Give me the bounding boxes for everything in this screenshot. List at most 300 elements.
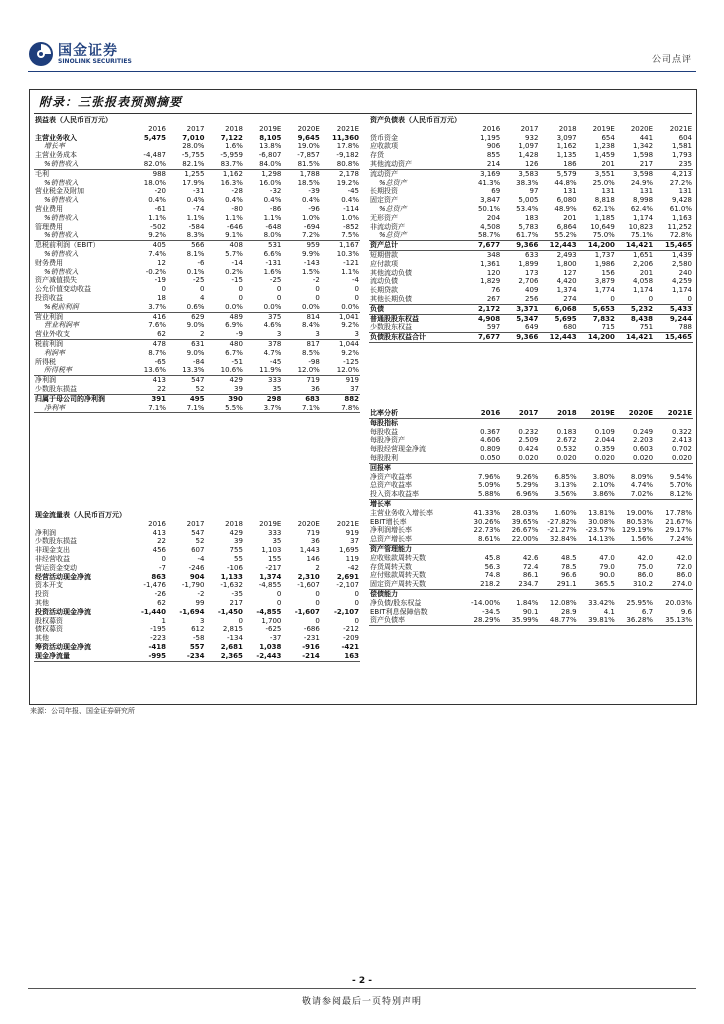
cell-value: [463, 499, 501, 508]
cell-value: 1.5%: [302, 267, 320, 276]
row-label: 经营活动现金净流: [35, 572, 91, 581]
cell-value: 557: [189, 642, 205, 651]
cell-value: 0.322: [671, 427, 692, 436]
cell-value: 0.050: [463, 454, 501, 463]
cell-value: 1.1%: [186, 213, 205, 222]
cell-value: -1,450: [217, 607, 243, 616]
cell-value: 0: [161, 554, 166, 563]
cell-value: 42.0: [637, 553, 654, 562]
cell-value: [654, 589, 693, 598]
cell-value: 1,700: [261, 616, 282, 625]
cell-value: 0.020: [616, 454, 654, 463]
cell-value: 28.9: [561, 607, 577, 616]
cell-value: 173: [525, 268, 539, 277]
row-label: 资产减值损失: [35, 276, 77, 285]
cell-value: 15,465: [654, 241, 693, 251]
cell-value: 9.9%: [302, 249, 320, 258]
table-row: [369, 563, 693, 572]
cell-value: [616, 589, 654, 598]
cell-value: 50.1%: [477, 204, 501, 213]
cell-value: 14,421: [616, 241, 654, 251]
cell-value: 22.73%: [473, 526, 501, 535]
table-row: [369, 187, 693, 196]
row-label: %销售收入: [44, 213, 79, 222]
cell-value: 6,080: [556, 196, 577, 205]
row-label: 所得税率: [34, 366, 129, 375]
cell-value: -2: [197, 590, 205, 599]
cell-value: 631: [191, 339, 205, 348]
cell-value: -34.5: [482, 607, 501, 616]
table-row: [34, 321, 360, 330]
cell-value: 2.203: [633, 436, 654, 445]
row-label: 货币资金: [370, 133, 398, 142]
cell-value: 2,178: [338, 169, 359, 178]
cell-value: 4.606: [480, 436, 501, 445]
table-row: [369, 333, 693, 343]
cell-value: 391: [151, 394, 166, 403]
cell-value: 1,163: [671, 213, 692, 222]
row-label: 其他: [35, 634, 49, 643]
cell-value: [616, 544, 654, 553]
year-header: 2019E: [592, 124, 615, 133]
row-label: 长期投资: [370, 187, 398, 196]
cell-value: 35: [272, 537, 282, 546]
cell-value: -14.00%: [470, 598, 501, 607]
cell-value: 41.33%: [473, 508, 501, 517]
cell-value: 1,238: [594, 142, 615, 151]
year-header: 2016: [463, 409, 501, 418]
year-header: 2017: [186, 124, 205, 133]
cell-value: 186: [539, 160, 577, 169]
cell-value: 20.03%: [665, 598, 692, 607]
cell-value: 3.80%: [592, 472, 615, 481]
year-header: 2020E: [630, 124, 654, 133]
cell-value: 0.2%: [225, 267, 243, 276]
table-row: [34, 581, 360, 590]
cell-value: 156: [601, 268, 615, 277]
cell-value: 37: [350, 537, 359, 546]
cell-value: 3.13%: [554, 481, 577, 490]
cell-value: 8.7%: [148, 348, 166, 357]
cell-value: 32.84%: [539, 535, 577, 544]
cell-value: 715: [578, 323, 616, 332]
cell-value: 0.020: [578, 454, 616, 463]
document-type-label: 公司点评: [651, 55, 692, 65]
table-row: [369, 445, 693, 454]
cell-value: 365.5: [578, 580, 616, 589]
table-row: [34, 250, 360, 259]
cell-value: 5.5%: [205, 404, 243, 413]
cell-value: -114: [343, 204, 359, 213]
cell-value: 99: [195, 598, 205, 607]
cell-value: 8,818: [594, 196, 615, 205]
table-row: [369, 554, 693, 563]
cell-value: 126: [501, 160, 539, 169]
table-row: [34, 652, 360, 661]
cell-value: 76: [491, 286, 501, 295]
cell-value: -223: [150, 634, 166, 643]
cell-value: 10,823: [628, 222, 654, 231]
cell-value: 19.0%: [297, 142, 320, 151]
row-label: 增长率: [370, 499, 391, 508]
cell-value: 4,420: [556, 277, 577, 286]
cell-value: 3: [199, 616, 205, 625]
cell-value: -51: [231, 357, 243, 366]
table-row: [369, 509, 693, 518]
cell-value: 855: [486, 151, 501, 160]
cell-value: 0: [354, 598, 359, 607]
cell-value: 0.020: [654, 454, 693, 463]
table-row: [34, 231, 360, 240]
cell-value: 2,706: [518, 277, 539, 286]
row-label: %总资产: [369, 231, 463, 240]
cell-value: -9: [205, 330, 243, 339]
row-label: 营运资金变动: [35, 563, 77, 572]
cell-value: 0.183: [556, 427, 577, 436]
cell-value: 240: [678, 268, 692, 277]
table-row: [369, 250, 693, 259]
cell-value: 17.9%: [182, 178, 205, 187]
row-label: 少数股东损益: [35, 537, 77, 546]
cell-value: 80.53%: [626, 517, 654, 526]
cell-value: 7.4%: [148, 249, 166, 258]
row-label: 资本开支: [35, 581, 63, 590]
year-header: 2017: [520, 124, 539, 133]
cell-value: 5,579: [556, 169, 577, 178]
cell-value: 28.03%: [511, 508, 539, 517]
cell-value: 9.0%: [186, 321, 205, 330]
cell-value: 1,428: [518, 151, 539, 160]
cell-value: 7,010: [182, 133, 205, 142]
cell-value: 25.95%: [626, 598, 654, 607]
cell-value: 1,097: [518, 142, 539, 151]
cell-value: 8.09%: [630, 472, 654, 481]
row-label: 其他流动负债: [370, 268, 412, 277]
cell-value: 0: [315, 598, 320, 607]
cell-value: 8.4%: [302, 321, 320, 330]
cell-value: 13.6%: [129, 366, 167, 375]
table-row: [34, 187, 360, 196]
cell-value: 78.5: [561, 562, 577, 571]
cell-value: 3.86%: [578, 490, 616, 499]
row-label: 应收款项: [370, 142, 398, 151]
table-title: 资产负债表（人民币百万元）: [370, 116, 461, 124]
row-label: 负债: [369, 304, 463, 314]
cell-value: -502: [150, 222, 166, 231]
cell-value: 0: [276, 285, 282, 294]
cell-value: 8,998: [633, 196, 654, 205]
cell-value: 1.1%: [263, 213, 282, 222]
cell-value: -26: [154, 590, 166, 599]
cell-value: 234.7: [501, 580, 539, 589]
cell-value: 1.1%: [225, 213, 243, 222]
cell-value: 33.42%: [588, 598, 615, 607]
cell-value: 9,428: [671, 196, 692, 205]
cell-value: 30.26%: [473, 517, 501, 526]
cell-value: 429: [229, 376, 243, 385]
cell-value: 26.67%: [511, 526, 539, 535]
row-label: 应收账款周转天数: [370, 553, 426, 562]
table-row: [369, 428, 693, 437]
cell-value: -37: [269, 634, 282, 643]
cell-value: [463, 418, 501, 427]
cell-value: 2: [315, 563, 320, 572]
cell-value: [501, 463, 539, 472]
cell-value: [616, 463, 654, 472]
cell-value: [578, 418, 616, 427]
cell-value: [539, 418, 577, 427]
cell-value: 13.81%: [588, 508, 615, 517]
cell-value: -121: [343, 258, 359, 267]
cell-value: 2.10%: [592, 481, 615, 490]
year-header: 2016: [148, 124, 166, 133]
cell-value: -106: [227, 563, 243, 572]
cell-value: 1,374: [556, 286, 577, 295]
cell-value: 44.8%: [554, 178, 577, 187]
cell-value: 0: [354, 285, 359, 294]
cell-value: 1,899: [518, 259, 539, 268]
cell-value: 131: [639, 187, 654, 196]
row-label: 公允价值变动收益: [35, 285, 91, 294]
cell-value: 22.00%: [501, 535, 539, 544]
table-row: [369, 526, 693, 535]
cell-value: 5,433: [654, 304, 693, 314]
row-label: 净利润: [35, 528, 56, 537]
cell-value: 3,169: [480, 169, 501, 178]
cell-value: 604: [678, 133, 692, 142]
cell-value: 959: [306, 241, 320, 250]
cell-value: 24.9%: [630, 178, 654, 187]
cell-value: -6: [197, 258, 205, 267]
cell-value: 4,213: [671, 169, 692, 178]
table-row: [34, 196, 360, 205]
cell-value: 1,103: [261, 546, 282, 555]
cell-value: 274: [539, 295, 577, 304]
row-label: 归属于母公司的净利润: [35, 394, 105, 403]
row-label: 非流动资产: [370, 222, 405, 231]
cell-value: 9.1%: [205, 231, 243, 240]
cell-value: 1.6%: [263, 267, 282, 276]
cell-value: 7,677: [463, 241, 501, 251]
cell-value: 0.1%: [186, 267, 205, 276]
cell-value: -195: [150, 625, 166, 634]
cell-value: 566: [191, 241, 205, 250]
table-row: [369, 231, 693, 240]
table-row: [34, 268, 360, 277]
cell-value: 547: [191, 376, 205, 385]
row-label: 投资: [35, 590, 49, 599]
cell-value: -4,855: [258, 581, 282, 590]
cell-value: 390: [228, 394, 243, 403]
page-header: [28, 38, 696, 78]
cell-value: 2.044: [594, 436, 615, 445]
cell-value: 333: [267, 376, 282, 385]
cell-value: 3.56%: [539, 490, 577, 499]
cell-value: 0.4%: [302, 196, 320, 205]
cell-value: 90.1: [522, 607, 539, 616]
cell-value: 56.3: [484, 562, 501, 571]
table-title-row: [34, 511, 360, 520]
cell-value: 2.672: [556, 436, 577, 445]
cell-value: 1,829: [480, 277, 501, 286]
row-label: 非现金支出: [35, 546, 70, 555]
cell-value: 0.249: [633, 427, 654, 436]
cell-value: 10.3%: [336, 249, 359, 258]
cell-value: 0: [354, 616, 359, 625]
cell-value: -125: [343, 357, 359, 366]
cell-value: 82.0%: [129, 160, 167, 169]
cell-value: 7.1%: [167, 404, 205, 413]
cell-value: 5.29%: [516, 481, 539, 490]
cell-value: [654, 463, 693, 472]
cell-value: 28.0%: [182, 142, 205, 151]
cell-value: 629: [191, 312, 205, 321]
cell-value: 9.2%: [129, 231, 167, 240]
cell-value: 0: [315, 616, 320, 625]
cell-value: 932: [525, 133, 539, 142]
cell-value: 4,259: [671, 277, 692, 286]
table-row: [34, 312, 360, 321]
cell-value: 1,044: [338, 339, 359, 348]
cell-value: 6.7: [641, 607, 654, 616]
cell-value: -32: [269, 187, 282, 196]
table-row: [34, 599, 360, 608]
cell-value: 719: [306, 528, 320, 537]
row-label: 净利润: [35, 376, 56, 385]
table-row: [34, 564, 360, 573]
cell-value: 48.9%: [554, 204, 577, 213]
cell-value: -686: [303, 625, 320, 634]
cell-value: 9,244: [669, 314, 692, 323]
cell-value: 0.702: [671, 445, 692, 454]
cell-value: 1,342: [633, 142, 654, 151]
ratio-analysis-table: [369, 409, 693, 626]
cell-value: 17.78%: [665, 508, 692, 517]
cell-value: 0: [276, 293, 282, 302]
table-row: [369, 151, 693, 160]
row-label: 营业利润率: [44, 321, 79, 330]
cell-value: 8,105: [259, 133, 282, 142]
cell-value: 495: [189, 394, 205, 403]
cell-value: 86.0: [676, 571, 692, 580]
table-row: [369, 214, 693, 223]
cell-value: 607: [191, 546, 205, 555]
cell-value: 8.61%: [463, 535, 501, 544]
cell-value: -4: [197, 554, 205, 563]
cell-value: 5,475: [143, 133, 166, 142]
table-row: [34, 537, 360, 546]
cell-value: 817: [306, 339, 320, 348]
cell-value: 1,255: [184, 169, 205, 178]
row-label: 主营业务收入增长率: [370, 508, 433, 517]
cell-value: -134: [227, 634, 243, 643]
cell-value: 1,038: [259, 642, 282, 651]
cell-value: -35: [231, 590, 243, 599]
cell-value: 413: [152, 528, 166, 537]
table-title: 损益表（人民币百万元）: [35, 116, 112, 124]
row-label: 息税前利润（EBIT）: [35, 241, 100, 250]
cell-value: 0.0%: [282, 303, 320, 312]
cell-value: -852: [343, 222, 359, 231]
year-header-row: [34, 125, 360, 134]
table-row: [369, 463, 693, 472]
cell-value: 1,439: [671, 250, 692, 259]
cell-value: 1.60%: [554, 508, 577, 517]
cell-value: 863: [151, 572, 166, 581]
cell-value: 788: [654, 323, 693, 332]
cell-value: -143: [303, 258, 320, 267]
cell-value: [539, 589, 577, 598]
cell-value: 8.12%: [654, 490, 693, 499]
year-header: 2018: [225, 124, 243, 133]
cell-value: [654, 418, 693, 427]
cell-value: 9.54%: [669, 472, 692, 481]
cell-value: -25: [193, 276, 205, 285]
table-row: [369, 473, 693, 482]
cell-value: 28.29%: [463, 616, 501, 625]
row-label: 净资产收益率: [370, 472, 412, 481]
cell-value: 12,443: [539, 241, 577, 251]
year-header-row: [34, 520, 360, 529]
table-row: [369, 160, 693, 169]
cell-value: 39: [233, 537, 243, 546]
cell-value: -27.82%: [547, 517, 577, 526]
cell-value: 3,551: [594, 169, 615, 178]
cell-value: 2,681: [220, 642, 243, 651]
row-label: 资产总计: [369, 241, 463, 251]
cell-value: 0.0%: [244, 303, 282, 312]
cell-value: 348: [486, 250, 501, 259]
cell-value: -1,607: [294, 607, 320, 616]
cell-value: -418: [148, 642, 166, 651]
cell-value: 6,068: [539, 304, 577, 314]
cell-value: 12.08%: [549, 598, 577, 607]
table-row: [369, 179, 693, 188]
table-row: [34, 276, 360, 285]
cell-value: 235: [654, 160, 693, 169]
cell-value: [501, 589, 539, 598]
cell-value: -4,855: [256, 607, 282, 616]
table-title: 比率分析: [369, 409, 463, 418]
cell-value: 8.5%: [302, 348, 320, 357]
year-header: 2017: [186, 519, 205, 528]
table-row: [34, 179, 360, 188]
table-row: [369, 544, 693, 553]
cell-value: -1,440: [140, 607, 166, 616]
cell-value: 429: [229, 528, 243, 537]
cell-value: 21.67%: [665, 517, 692, 526]
table-row: [34, 151, 360, 160]
cell-value: 378: [267, 339, 282, 348]
row-label: 固定资产周转天数: [369, 580, 463, 589]
cell-value: 719: [306, 376, 320, 385]
cell-value: -1,607: [297, 581, 320, 590]
table-row: [369, 314, 693, 323]
cell-value: 19.2%: [336, 178, 359, 187]
cell-value: 0: [238, 616, 243, 625]
cell-value: 61.7%: [501, 231, 539, 240]
cell-value: 7,832: [592, 314, 615, 323]
cell-value: 5.09%: [477, 481, 501, 490]
cell-value: 7.2%: [282, 231, 320, 240]
cell-value: 218.2: [463, 580, 501, 589]
cell-value: 1,185: [594, 213, 615, 222]
cell-value: 7.1%: [282, 404, 320, 413]
cell-value: 405: [152, 241, 166, 250]
cell-value: 1.56%: [616, 535, 654, 544]
table-row: [34, 366, 360, 375]
cell-value: 204: [486, 213, 501, 222]
